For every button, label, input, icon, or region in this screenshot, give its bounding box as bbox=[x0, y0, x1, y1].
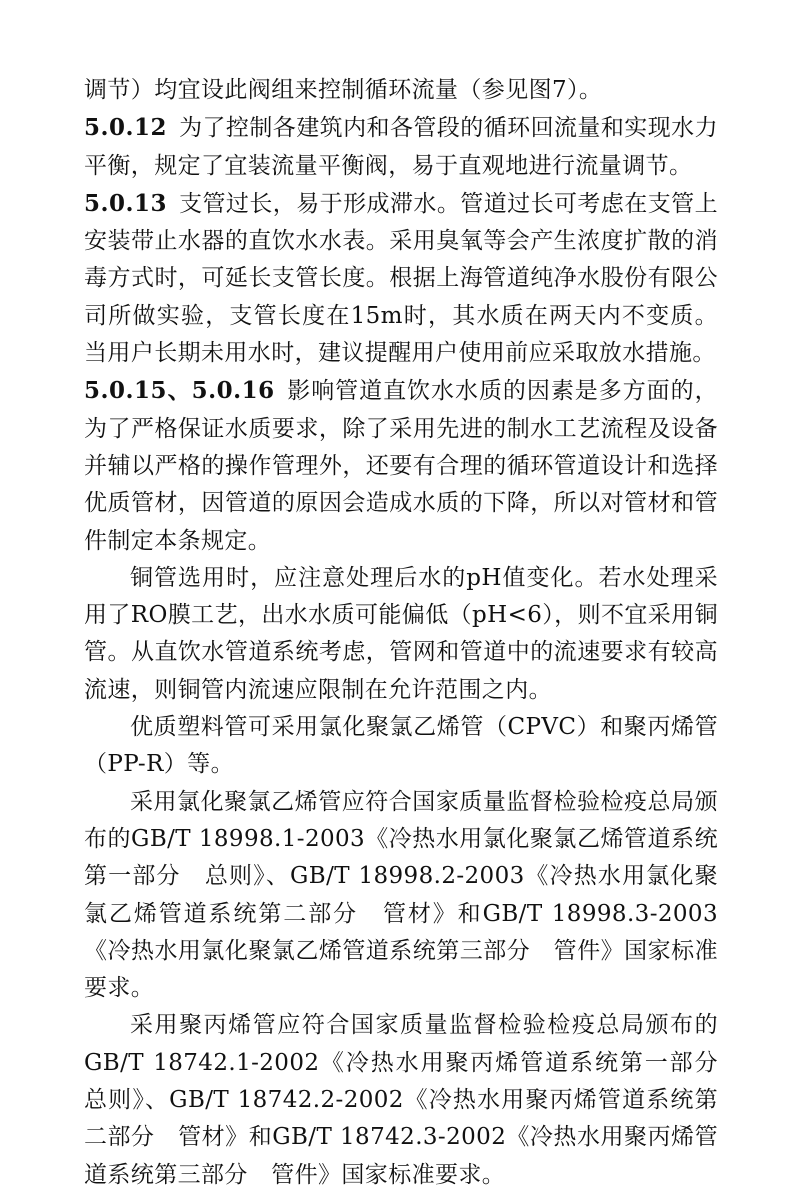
paragraph-plastic-pipe bbox=[84, 709, 718, 784]
paragraph-copper-pipe bbox=[84, 560, 718, 709]
paragraph-text: 采用聚丙烯管应符合国家质量监督检验检疫总局颁布的GB/T 18742.1-2002《冷热水用聚丙烯管道系统第一部分 总则》、GB/T 18742.2-2002《冷热水用聚丙烯管道系统第二部分 管材》和GB/T 18742.3-2002《冷热水用聚丙烯管道系统第三部分 管件》国家标准要求。 bbox=[84, 1012, 742, 1188]
clause-number: 5.0.13 bbox=[84, 189, 168, 217]
paragraph-text: 影响管道直饮水水质的因素是多方面的，为了严格保证水质要求，除了采用先进的制水工艺流程及设备并辅以严格的操作管理外，还要有合理的循环管道设计和选择优质管材，因管道的原因会造成水质的下降，所以对管材和管件制定本条规定。 bbox=[84, 378, 718, 554]
paragraph-cpvc-standards bbox=[84, 784, 718, 1008]
clause-5-0-13 bbox=[84, 185, 718, 372]
paragraph-text: 铜管选用时，应注意处理后水的pH值变化。若水处理采用了RO膜工艺，出水水质可能偏低（pH<6），则不宜采用铜管。从直饮水管道系统考虑，管网和管道中的流速要求有较高流速，则铜管内流速应限制在允许范围之内。 bbox=[84, 564, 718, 703]
paragraph-text: 为了控制各建筑内和各管段的循环回流量和实现水力平衡，规定了宜装流量平衡阀，易于直观地进行流量调节。 bbox=[84, 115, 718, 179]
paragraph-text: 支管过长，易于形成滞水。管道过长可考虑在支管上安装带止水器的直饮水水表。采用臭氧等会产生浓度扩散的消毒方式时，可延长支管长度。根据上海管道纯净水股份有限公司所做实验，支管长度在15m时，其水质在两天内不变质。当用户长期未用水时，建议提醒用户使用前应采取放水措施。 bbox=[84, 190, 718, 367]
paragraph-text: 优质塑料管可采用氯化聚氯乙烯管（CPVC）和聚丙烯管（PP-R）等。 bbox=[84, 714, 718, 778]
paragraph-text: 调节）均宜设此阀组来控制循环流量（参见图7）。 bbox=[84, 77, 603, 103]
paragraph-text: 采用氯化聚氯乙烯管应符合国家质量监督检验检疫总局颁布的GB/T 18998.1-2003《冷热水用氯化聚氯乙烯管道系统第一部分 总则》、GB/T 18998.2-2003《冷热水用氯化聚氯乙烯管道系统第二部分 管材》和GB/T 18998.3-2003《冷热水用氯化聚氯乙烯管道系统第三部分 管件》国家标准要求。 bbox=[84, 788, 718, 1002]
clause-number: 5.0.12 bbox=[84, 114, 168, 142]
clause-number: 5.0.15、5.0.16 bbox=[84, 377, 275, 405]
clause-5-0-12 bbox=[84, 109, 718, 185]
paragraph-ppr-standards bbox=[84, 1007, 742, 1193]
paragraph-continuation bbox=[84, 72, 718, 109]
clause-5-0-15-16 bbox=[84, 372, 718, 559]
